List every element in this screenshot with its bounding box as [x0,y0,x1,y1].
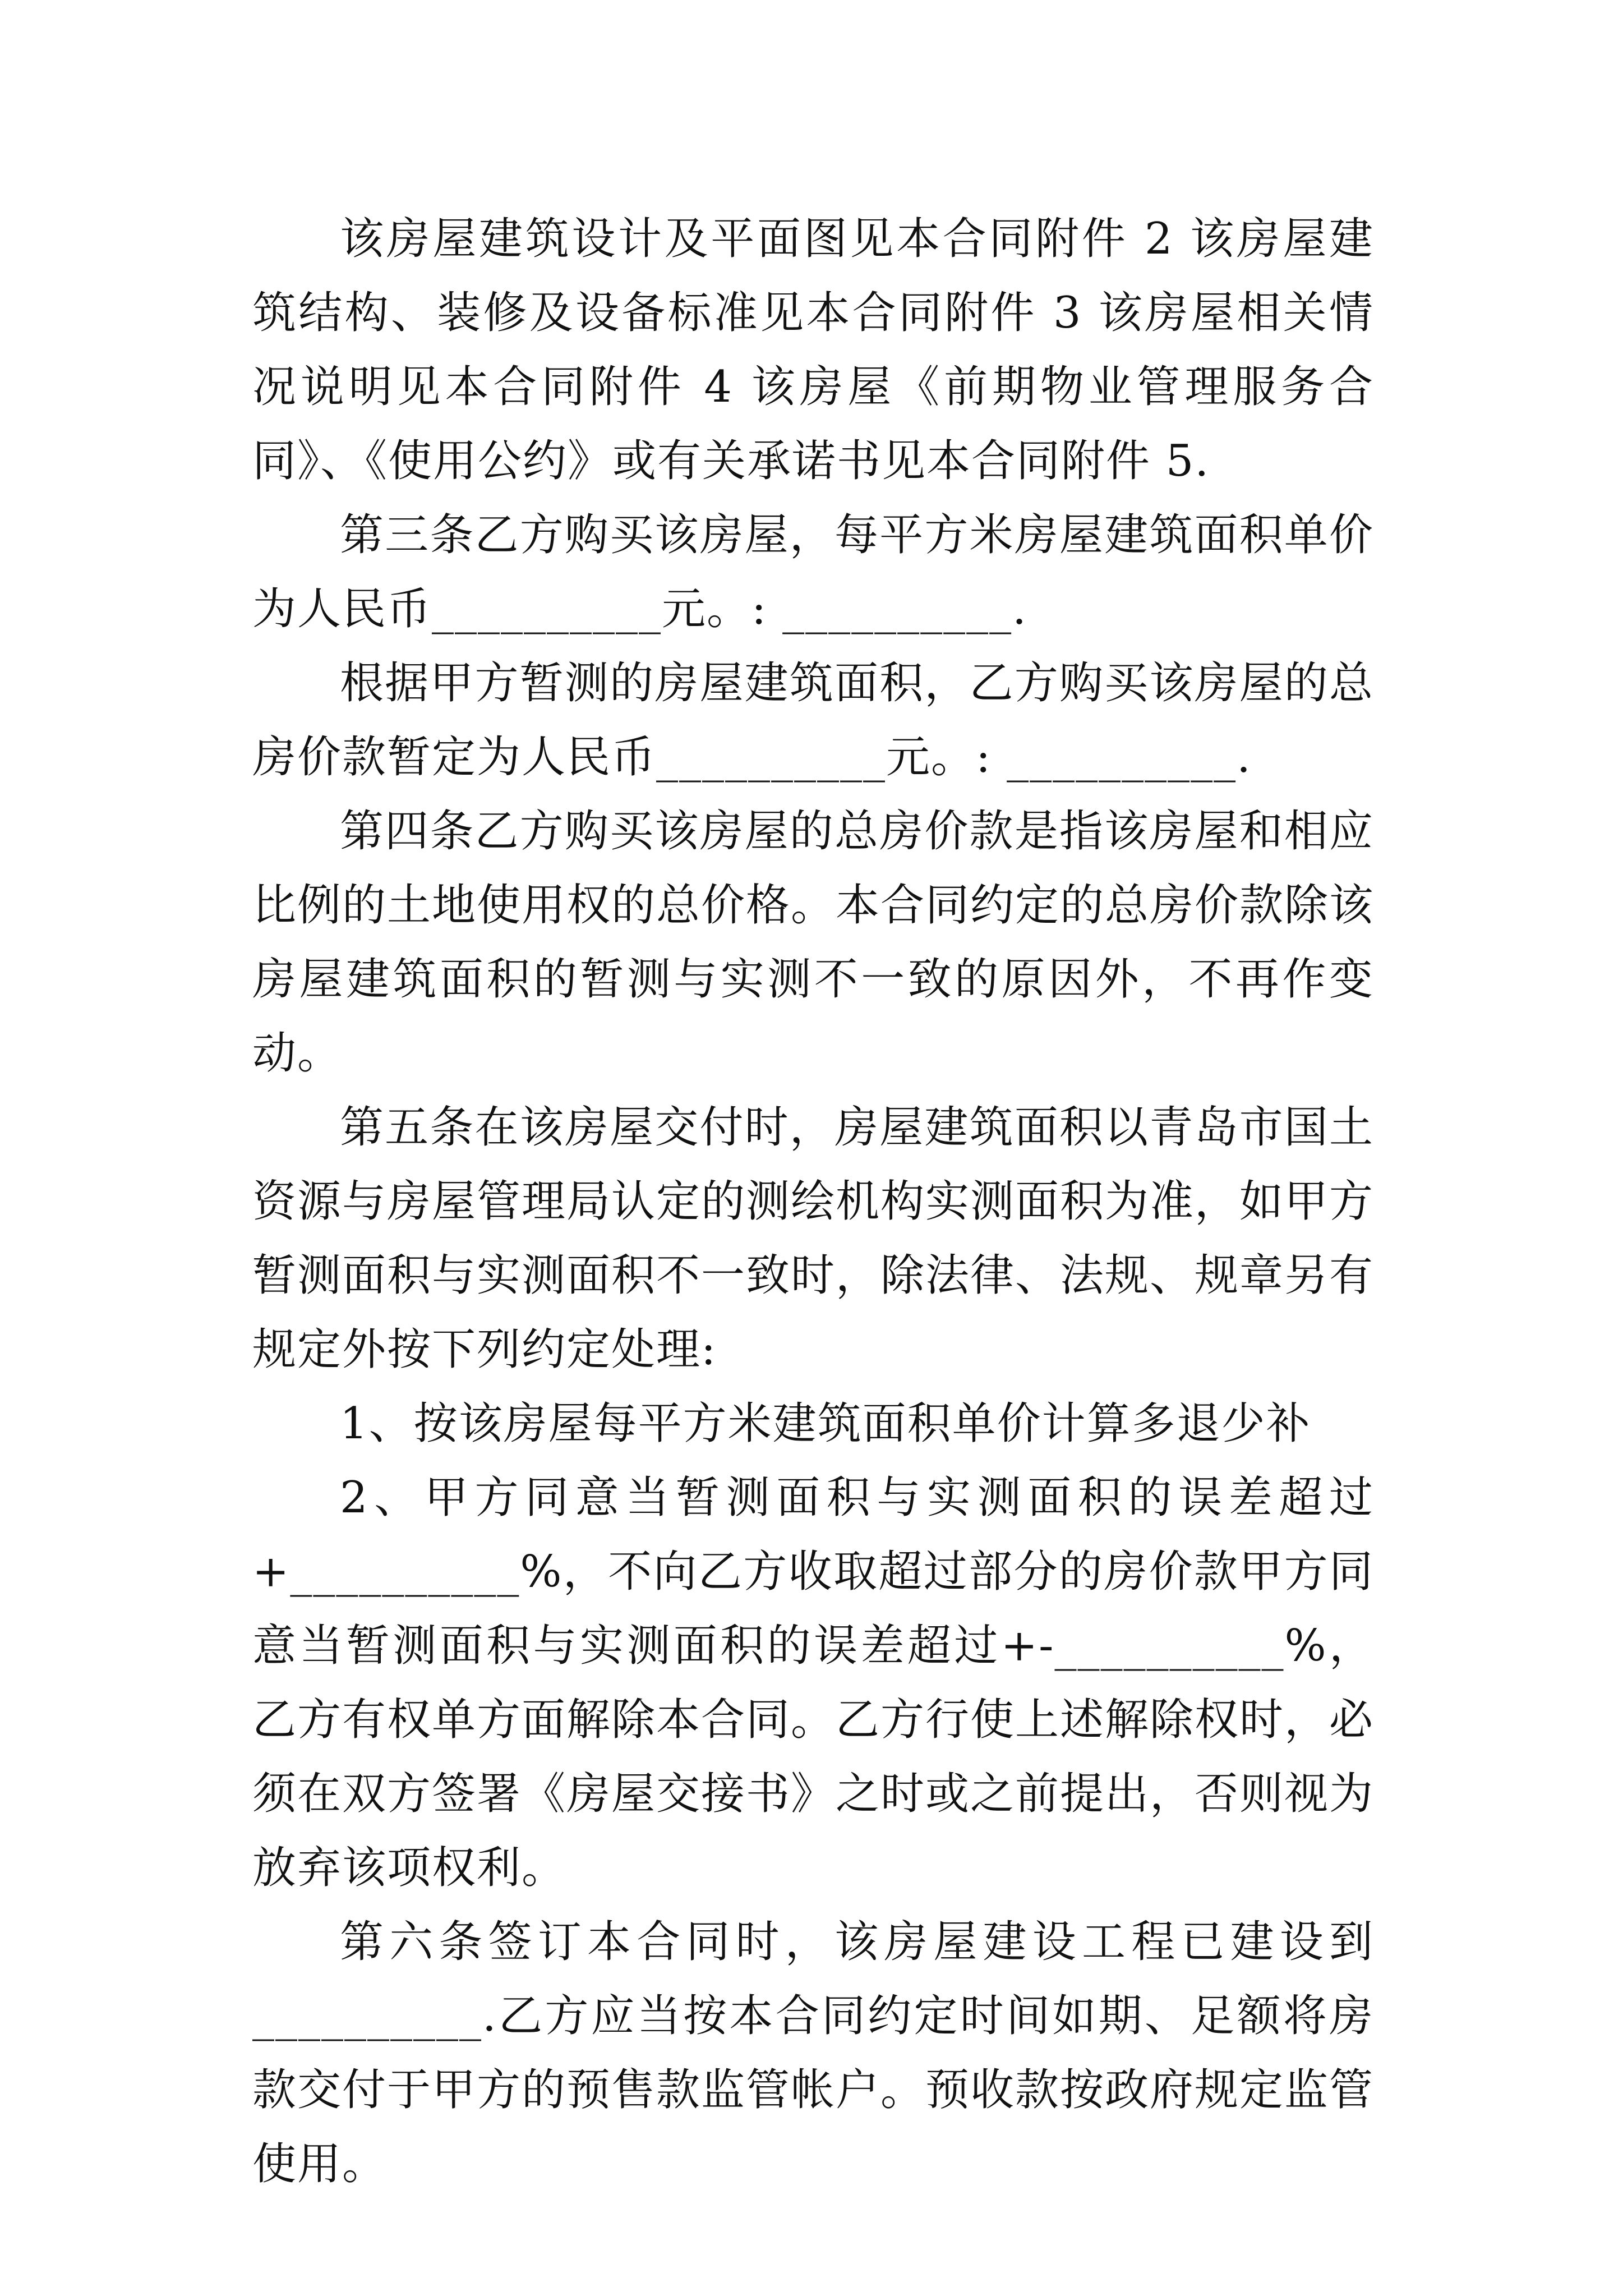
paragraph-article-5: 第五条在该房屋交付时，房屋建筑面积以青岛市国土资源与房屋管理局认定的测绘机构实测面积为准，如甲方暂测面积与实测面积不一致时，除法律、法规、规章另有规定外按下列约定处理: [252,1102,1375,1375]
paragraph-article-4: 第四条乙方购买该房屋的总房价款是指该房屋和相应比例的土地使用权的总价格。本合同约定的总房价款除该房屋建筑面积的暂测与实测不一致的原因外，不再作变动。 [252,806,1375,1079]
document-body [252,202,1374,2201]
paragraph-article-3-unit-price: 第三条乙方购买该房屋，每平方米房屋建筑面积单价为人民币__________元。: __________. [252,510,1374,634]
paragraph-total-price: 根据甲方暂测的房屋建筑面积，乙方购买该房屋的总房价款暂定为人民币__________元。: __________. [252,658,1374,783]
paragraph-clause-1: 1、按该房屋每平方米建筑面积单价计算多退少补 [340,1398,1311,1449]
paragraph-article-6: 第六条签订本合同时，该房屋建设工程已建设到__________.乙方应当按本合同约定时间如期、足额将房款交付于甲方的预售款监管帐户。预收款按政府规定监管使用。 [252,1917,1375,2189]
paragraph-clause-2: 2、甲方同意当暂测面积与实测面积的误差超过+__________%，不向乙方收取超过部分的房价款甲方同意当暂测面积与实测面积的误差超过+-__________%，乙方有权单方面解除本合同。乙方行使上述解除权时，必须在双方签署《房屋交接书》之时或之前提出，否则视为放弃该项权利。 [252,1473,1375,1893]
paragraph-attachments: 该房屋建筑设计及平面图见本合同附件 2 该房屋建筑结构、装修及设备标准见本合同附件 3 该房屋相关情况说明见本合同附件 4 该房屋《前期物业管理服务合同》、《使用公约》或有关承诺书见本合同附件 5. [252,214,1374,486]
